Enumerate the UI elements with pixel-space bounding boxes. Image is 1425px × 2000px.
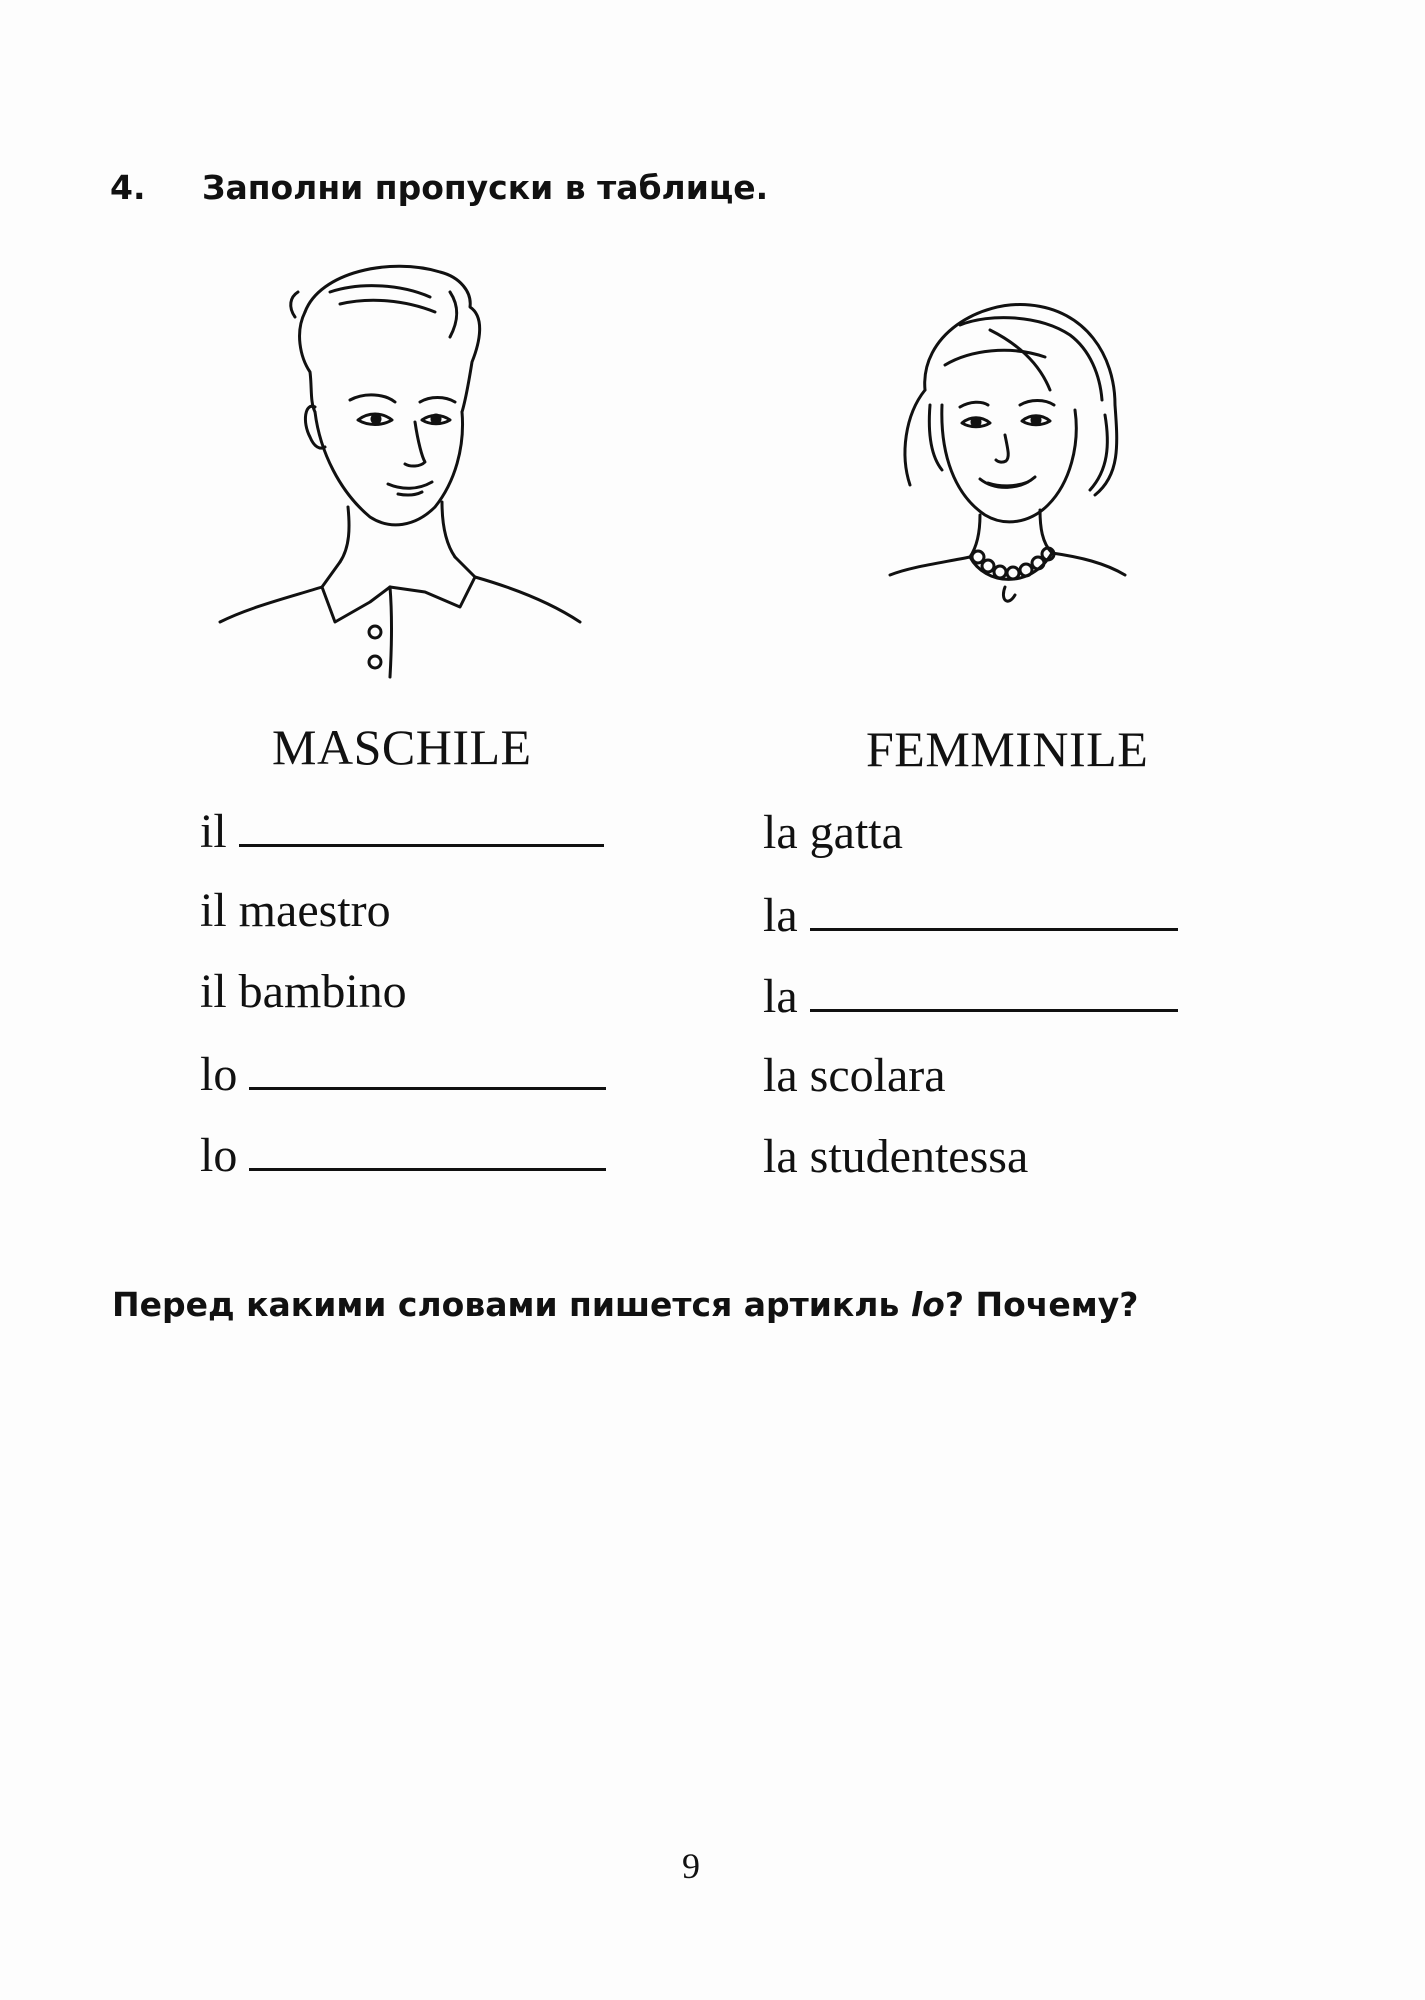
feminine-row (763, 884, 1178, 965)
article: lo (200, 1048, 238, 1101)
feminine-row (763, 1046, 1178, 1127)
article: la (763, 1049, 798, 1102)
article: la (763, 806, 798, 859)
noun: gatta (809, 806, 903, 859)
article: la (763, 970, 798, 1023)
masculine-column-header: MASCHILE (272, 719, 532, 775)
masculine-row (200, 962, 606, 1043)
article: la (763, 889, 798, 942)
article: il (200, 965, 227, 1018)
question-text: Перед какими словами пишется артикль (112, 1285, 911, 1324)
article: il (200, 805, 227, 858)
exercise-heading (110, 168, 768, 207)
article: la (763, 1130, 798, 1183)
feminine-row (763, 1127, 1178, 1208)
masculine-row (200, 1043, 606, 1124)
feminine-row (763, 965, 1178, 1046)
fill-in-blank[interactable] (249, 1124, 606, 1171)
page-number: 9 (682, 1846, 700, 1886)
question-article-lo: lo (910, 1285, 945, 1324)
noun: scolara (809, 1049, 946, 1102)
noun: maestro (238, 884, 391, 937)
fill-in-blank[interactable] (810, 884, 1178, 931)
follow-up-question (112, 1285, 1138, 1324)
article: lo (200, 1129, 238, 1182)
exercise-number: 4. (110, 168, 146, 207)
masculine-row (200, 800, 606, 881)
fill-in-blank[interactable] (810, 965, 1178, 1012)
noun: studentessa (809, 1130, 1029, 1183)
woman-portrait-drawing (870, 295, 1140, 635)
noun: bambino (238, 965, 407, 1018)
masculine-column (200, 800, 606, 1205)
question-text-end: ? Почему? (944, 1285, 1139, 1324)
feminine-column-header: FEMMINILE (866, 721, 1149, 777)
feminine-column (763, 803, 1178, 1208)
masculine-row (200, 1124, 606, 1205)
article: il (200, 884, 227, 937)
masculine-row (200, 881, 606, 962)
fill-in-blank[interactable] (249, 1043, 606, 1090)
fill-in-blank[interactable] (239, 800, 604, 847)
exercise-instruction: Заполни пропуски в таблице. (202, 168, 769, 207)
feminine-row (763, 803, 1178, 884)
man-portrait-drawing (210, 262, 600, 682)
